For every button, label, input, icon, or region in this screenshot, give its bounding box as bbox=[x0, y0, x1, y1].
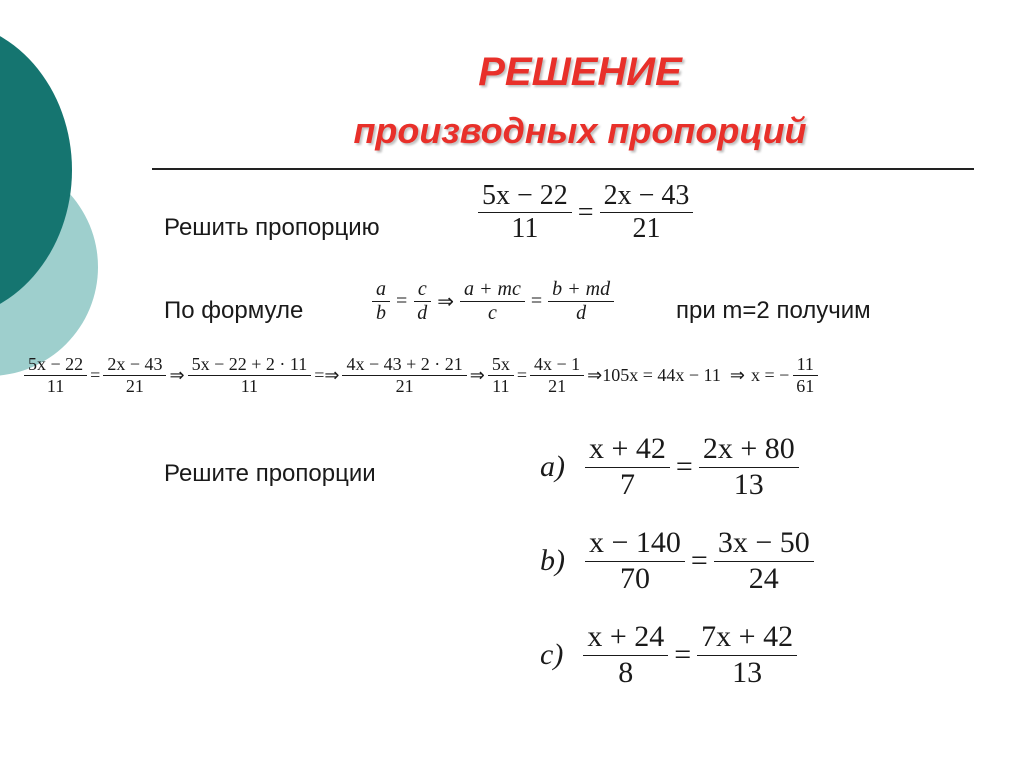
task-label: Решить пропорцию bbox=[164, 214, 380, 241]
fraction-right: $\frac{2x - 43}{21}$ bbox=[600, 180, 694, 245]
slide-subtitle: производных пропорций bbox=[353, 110, 807, 151]
exercise-b: b) $\frac{x - 140}{70}$ = $\frac{3x - 50}{24}$ bbox=[540, 526, 814, 596]
formula-label: По формуле bbox=[164, 297, 304, 324]
formula-expression: $\frac{a}{b}$ = $\frac{c}{d}$ ⇒ $\frac{a + mc}{c}$ = $\frac{b + md}{d}$ bbox=[372, 278, 614, 325]
title-divider bbox=[152, 168, 974, 170]
fraction-left: $\frac{5x - 22}{11}$ bbox=[478, 180, 572, 245]
task-equation: $\frac{5x - 22}{11}$ = $\frac{2x - 43}{21}$ bbox=[478, 180, 693, 245]
exercise-a: a) $\frac{x + 42}{7}$ = $\frac{2x + 80}{13}$ bbox=[540, 432, 799, 502]
slide-title: РЕШЕНИЕ bbox=[478, 50, 682, 94]
exercise-c: c) $\frac{x + 24}{8}$ = $\frac{7x + 42}{13}$ bbox=[540, 620, 797, 690]
formula-condition: при m=2 получим bbox=[676, 297, 871, 324]
solution-chain: $\frac{5x - 22}{11}$ = $\frac{2x - 43}{21}$ ⇒ $\frac{5x - 22 + 2 \cdot 11}{11}$ =⇒ $\frac{4x - 43 + 2 \cdot 21}{21}$ ⇒ $\frac{5x}{11}$ = $\frac{4x - 1}{21}$ ⇒105x = 44x − 11 ⇒ x = − $\frac{11}{61}$ bbox=[24, 354, 818, 396]
exercises-label: Решите пропорции bbox=[164, 460, 376, 487]
